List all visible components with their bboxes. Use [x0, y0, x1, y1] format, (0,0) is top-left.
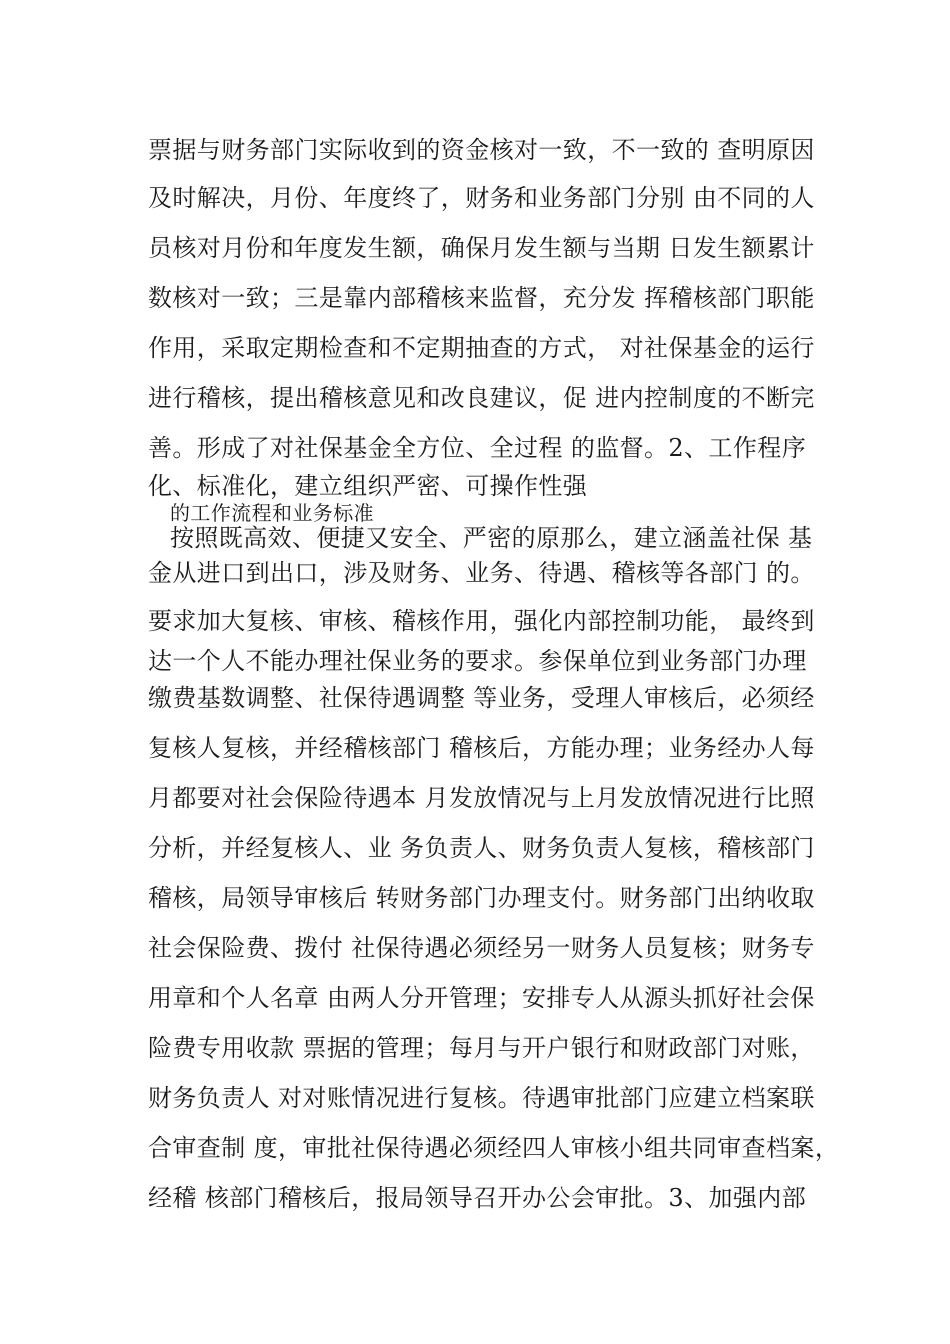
text-line: 票据与财务部门实际收到的资金核对一致，不一致的 查明原因	[148, 136, 815, 164]
text-line: 稽核，局领导审核后 转财务部门办理支付。财务部门出纳收取	[148, 884, 815, 912]
text-line: 险费专用收款 票据的管理；每月与开户银行和财政部门对账，	[148, 1034, 815, 1062]
text-line: 财务负责人 对对账情况进行复核。待遇审批部门应建立档案联	[148, 1084, 815, 1112]
text-line: 进行稽核，提出稽核意见和改良建议，促 进内控制度的不断完	[148, 384, 815, 412]
text-line: 达一个人不能办理社保业务的要求。参保单位到业务部门办理	[148, 647, 807, 675]
text-line: 金从进口到出口，涉及财务、业务、待遇、稽核等各部门 的。	[148, 559, 815, 587]
text-line: 按照既高效、便捷又安全、严密的原那么，建立涵盖社保 基	[170, 524, 813, 552]
text-line: 用章和个人名章 由两人分开管理；安排专人从源头抓好社会保	[148, 984, 815, 1012]
text-line: 复核人复核，并经稽核部门 稽核后，方能办理；业务经办人每	[148, 734, 815, 762]
section-heading: 的工作流程和业务标准	[170, 501, 374, 525]
text-line: 分析，并经复核人、业 务负责人、财务负责人复核，稽核部门	[148, 834, 815, 862]
text-line: 化、标准化，建立组织严密、可操作性强	[148, 472, 588, 500]
text-line: 月都要对社会保险待遇本 月发放情况与上月发放情况进行比照	[148, 784, 815, 812]
text-line: 作用，采取定期检查和不定期抽查的方式， 对社保基金的运行	[148, 334, 815, 362]
text-line: 数核对一致；三是靠内部稽核来监督，充分发 挥稽核部门职能	[148, 284, 815, 312]
text-line: 善。形成了对社保基金全方位、全过程 的监督。2、工作程序	[148, 434, 807, 462]
text-line: 合审查制 度，审批社保待遇必须经四人审核小组共同审查档案，	[148, 1134, 840, 1162]
text-line: 缴费基数调整、社保待遇调整 等业务，受理人审核后，必须经	[148, 684, 815, 712]
text-line: 经稽 核部门稽核后，报局领导召开办公会审批。3、加强内部	[148, 1184, 807, 1212]
text-line: 及时解决，月份、年度终了，财务和业务部门分别 由不同的人	[148, 184, 815, 212]
text-line: 社会保险费、拨付 社保待遇必须经另一财务人员复核；财务专	[148, 934, 815, 962]
text-line: 要求加大复核、审核、稽核作用，强化内部控制功能， 最终到	[148, 607, 815, 635]
text-line: 员核对月份和年度发生额，确保月发生额与当期 日发生额累计	[148, 234, 815, 262]
